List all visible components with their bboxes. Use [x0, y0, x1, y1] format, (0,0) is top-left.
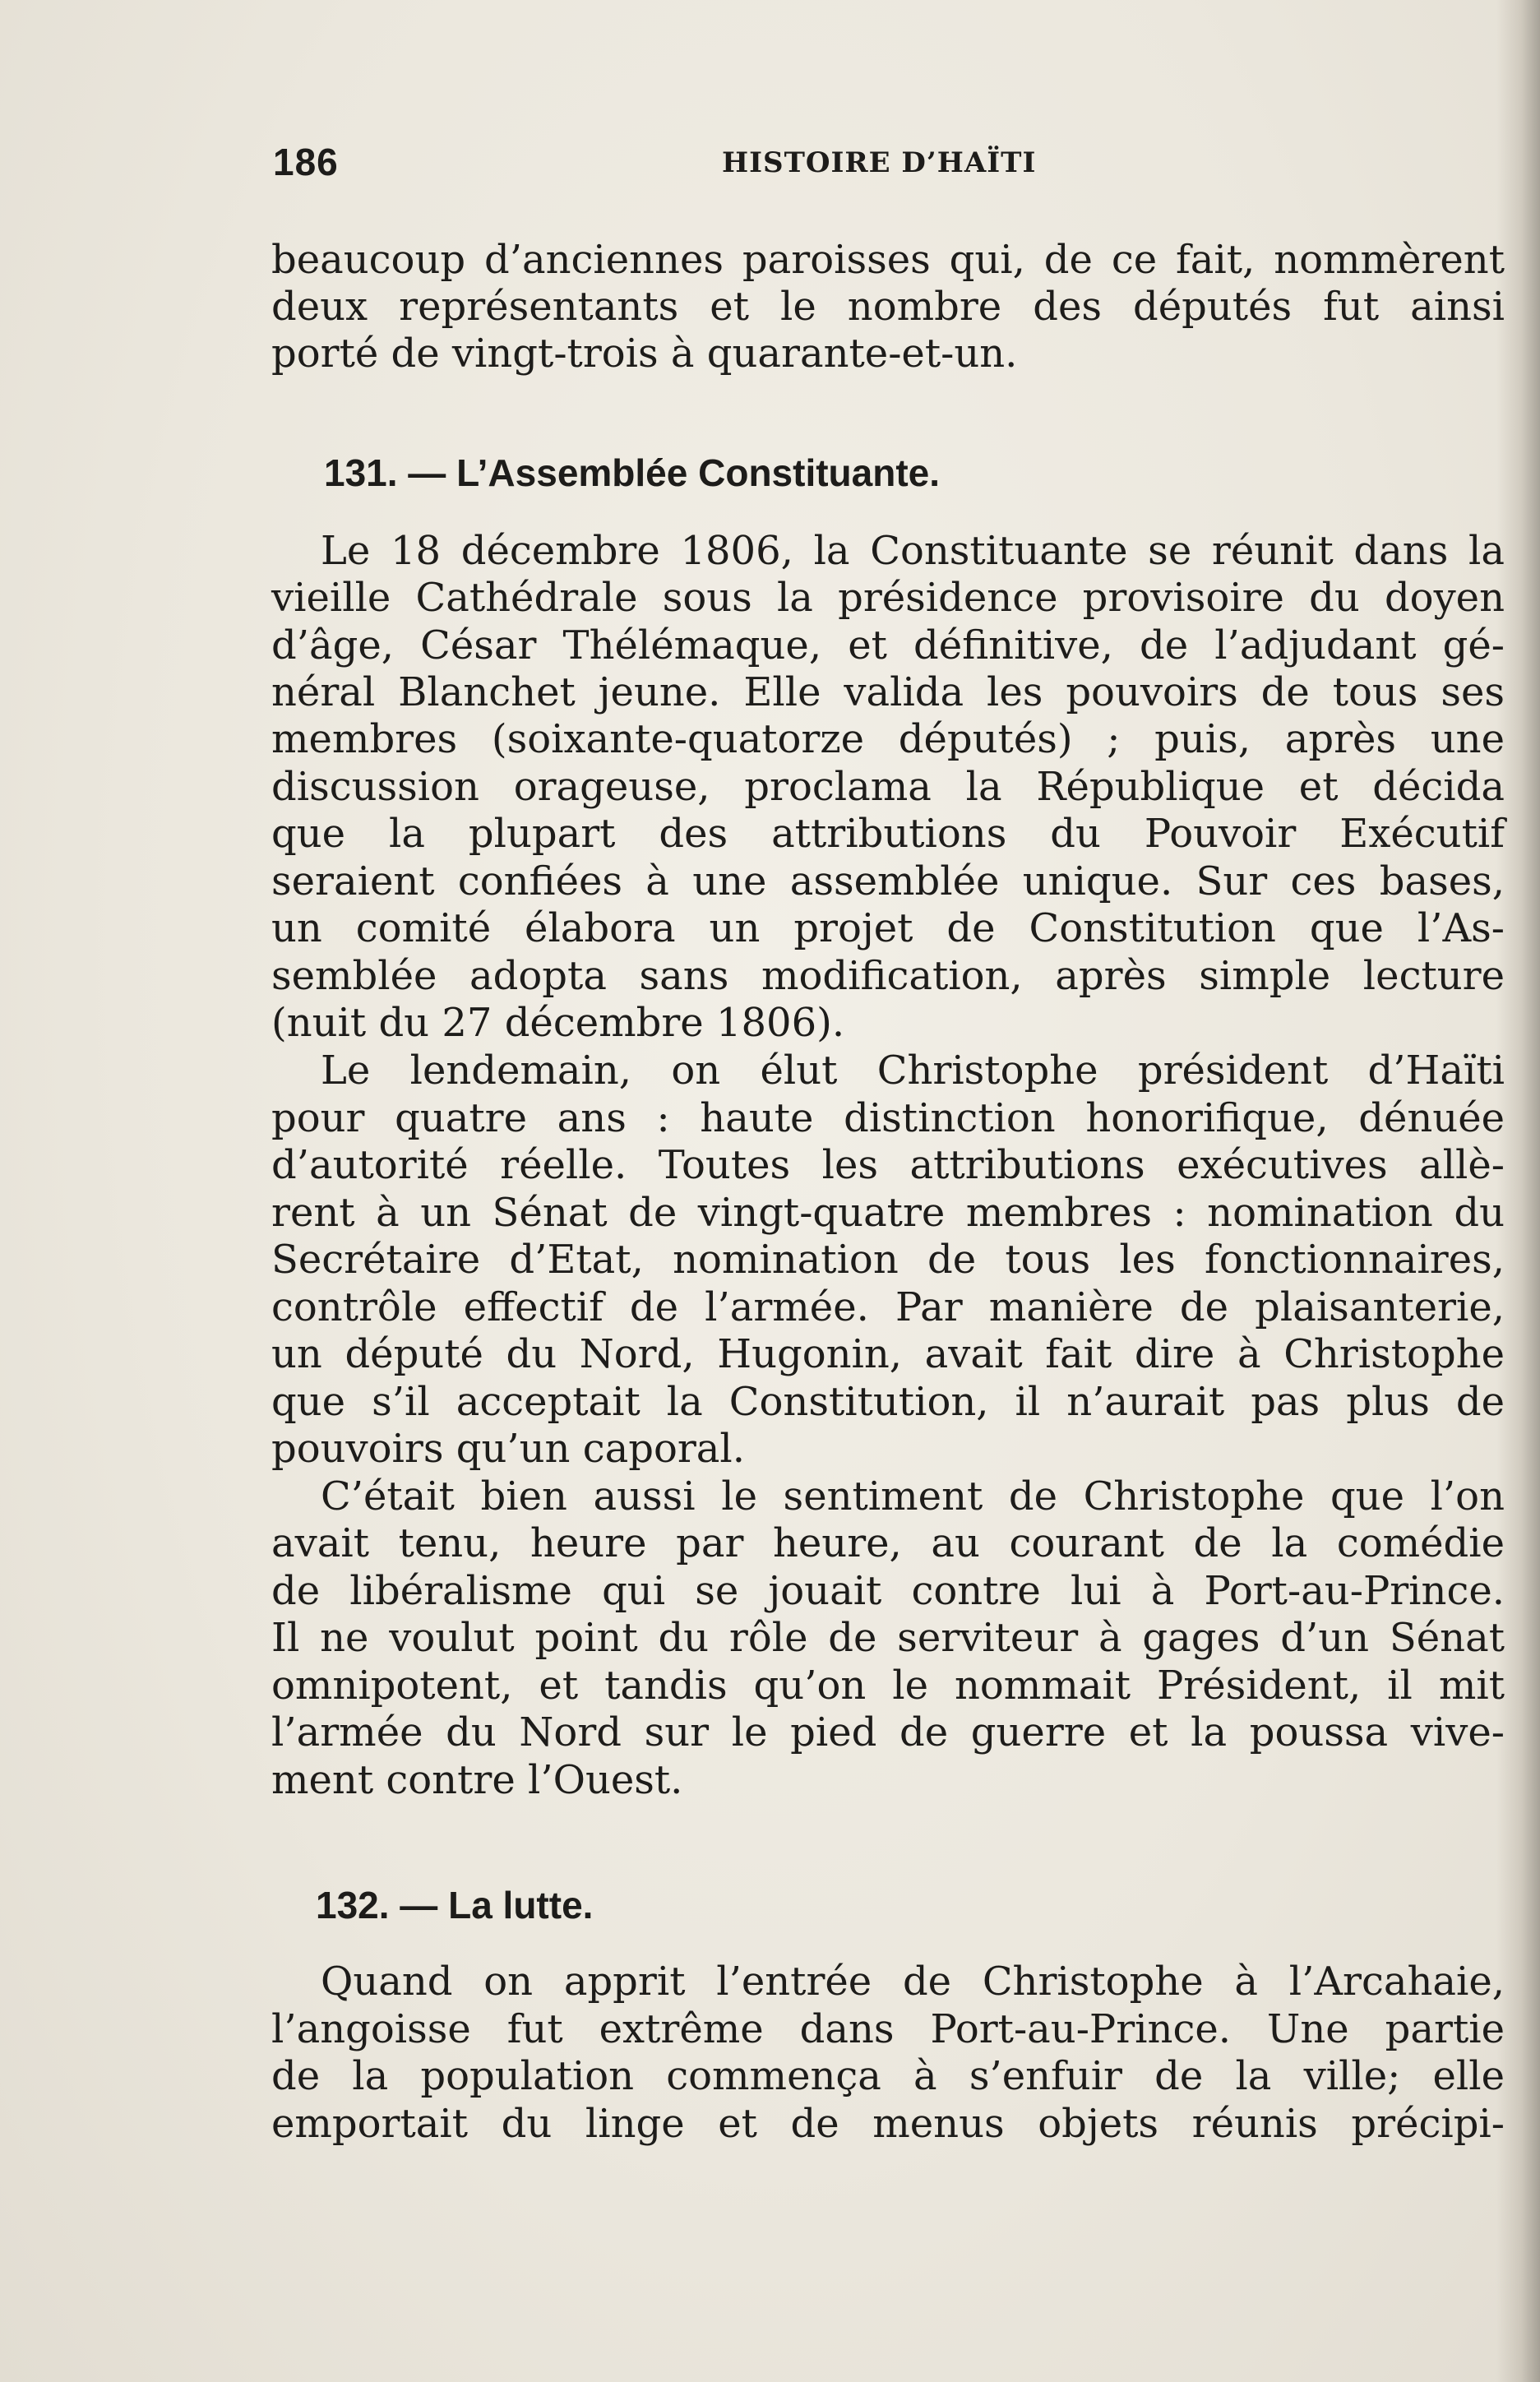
- text-line: vieille Cathédrale sous la présidence provisoire du doyen: [271, 575, 1505, 621]
- page-number: 186: [273, 141, 339, 183]
- text-line: omnipotent, et tandis qu’on le nommait Président, il mit: [271, 1663, 1505, 1709]
- text-line: emportait du linge et de menus objets réunis précipi-: [271, 2101, 1505, 2147]
- text-line: Le 18 décembre 1806, la Constituante se réunit dans la: [321, 528, 1505, 574]
- text-line: que s’il acceptait la Constitution, il n’aurait pas plus de: [271, 1379, 1505, 1425]
- text-line: avait tenu, heure par heure, au courant de la comédie: [271, 1520, 1505, 1566]
- text-line: que la plupart des attributions du Pouvoir Exécutif: [271, 811, 1505, 857]
- text-line: discussion orageuse, proclama la République et décida: [271, 764, 1505, 810]
- text-line: membres (soixante-quatorze députés) ; puis, après une: [271, 716, 1505, 762]
- text-line: deux représentants et le nombre des députés fut ainsi: [271, 284, 1505, 330]
- text-line: néral Blanchet jeune. Elle valida les pouvoirs de tous ses: [271, 669, 1505, 715]
- text-line: de la population commença à s’enfuir de la ville; elle: [271, 2053, 1505, 2099]
- section-131-heading: 131. — L’Assemblée Constituante.: [324, 451, 941, 494]
- text-line: d’autorité réelle. Toutes les attributions exécutives allè-: [271, 1142, 1505, 1188]
- text-line: ment contre l’Ouest.: [271, 1757, 683, 1803]
- text-line: pouvoirs qu’un caporal.: [271, 1426, 746, 1472]
- section-132-heading: 132. — La lutte.: [316, 1884, 594, 1926]
- text-line: beaucoup d’anciennes paroisses qui, de ce fait, nommèrent: [271, 237, 1505, 283]
- text-line: C’était bien aussi le sentiment de Christophe que l’on: [321, 1473, 1505, 1519]
- text-line: Secrétaire d’Etat, nomination de tous les fonctionnaires,: [271, 1237, 1505, 1283]
- text-line: Quand on apprit l’entrée de Christophe à l’Arcahaie,: [321, 1959, 1505, 2005]
- text-line: semblée adopta sans modification, après simple lecture: [271, 953, 1505, 999]
- text-line: l’armée du Nord sur le pied de guerre et la poussa vive-: [271, 1709, 1505, 1755]
- text-line: un comité élabora un projet de Constitution que l’As-: [271, 905, 1505, 951]
- text-line: (nuit du 27 décembre 1806).: [271, 1000, 845, 1046]
- text-line: Il ne voulut point du rôle de serviteur à gages d’un Sénat: [271, 1615, 1505, 1661]
- text-line: contrôle effectif de l’armée. Par manière de plaisanterie,: [271, 1284, 1505, 1330]
- text-line: de libéralisme qui se jouait contre lui à Port-au-Prince.: [271, 1568, 1505, 1614]
- text-line: d’âge, César Thélémaque, et définitive, de l’adjudant gé-: [271, 622, 1505, 668]
- running-title: HISTOIRE D’HAÏTI: [722, 146, 1037, 179]
- text-line: Le lendemain, on élut Christophe président d’Haïti: [321, 1048, 1505, 1094]
- text-line: seraient confiées à une assemblée unique. Sur ces bases,: [271, 858, 1505, 904]
- text-line: pour quatre ans : haute distinction honorifique, dénuée: [271, 1095, 1505, 1141]
- text-line: rent à un Sénat de vingt-quatre membres : nomination du: [271, 1190, 1505, 1236]
- text-line: porté de vingt-trois à quarante-et-un.: [271, 331, 1018, 377]
- text-line: un député du Nord, Hugonin, avait fait dire à Christophe: [271, 1331, 1505, 1377]
- text-line: l’angoisse fut extrême dans Port-au-Prince. Une partie: [271, 2006, 1505, 2052]
